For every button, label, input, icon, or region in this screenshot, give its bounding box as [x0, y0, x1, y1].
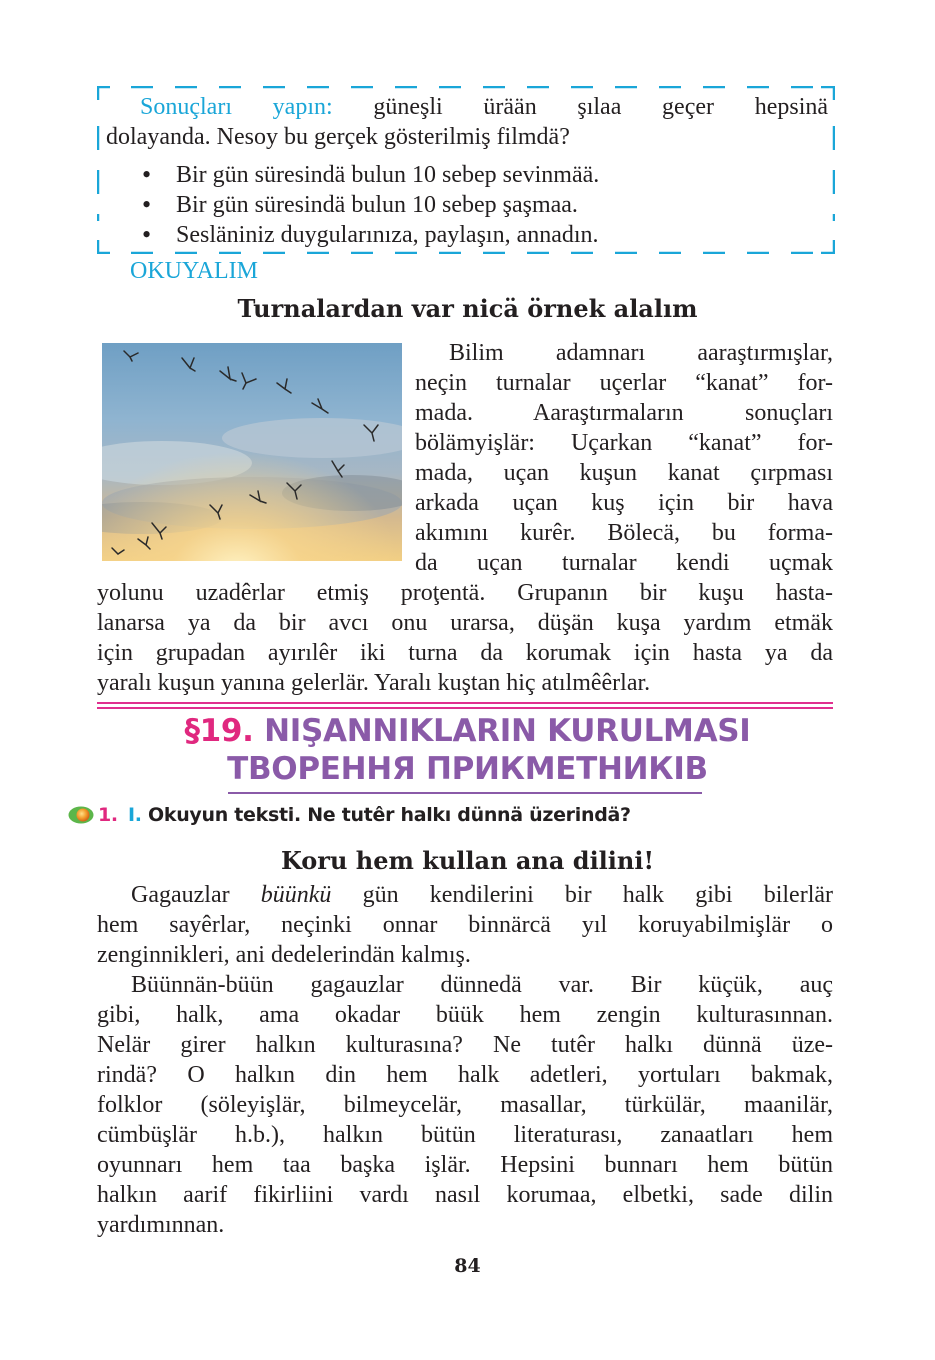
section-divider: [97, 707, 833, 709]
section-title-line1: NIŞANNIKLARIN KURULMASI: [264, 713, 751, 749]
exercise-number: 1.: [98, 804, 118, 826]
reading-paragraph-full: [97, 578, 833, 698]
text-line: yardımınnan.: [97, 1212, 225, 1238]
exercise-instruction: Okuyun teksti. Ne tutêr halkı dünnä üzerindä?: [148, 804, 631, 826]
text-span: Gagauzlar: [131, 882, 261, 908]
text-line: cümbüşlär h.b.), halkın bütün literaturası, zanaatları hem: [97, 1122, 833, 1148]
text-line: için grupadan ayırılêr iki turna da korumak için hasta ya da: [97, 640, 833, 666]
section-divider: [97, 702, 833, 704]
main-text: [97, 880, 833, 1240]
list-item: • Seslänіniz duygularınıza, paylaşın, annadın.: [142, 220, 828, 250]
text-line: yaralı kuşun yanına gelerlär. Yaralı kuştan hiç atılmêêrlar.: [97, 670, 651, 696]
text-line: akımını kurêr. Bölecä, bu forma-: [415, 520, 833, 546]
text-line: neçin turnalar uçerlar “kanat” for-: [415, 370, 833, 396]
text-line: mada, uçan kuşun kanat çırpması: [415, 460, 833, 486]
task-box-text: [106, 92, 828, 250]
text-title: Koru hem kullan ana dilini!: [280, 846, 655, 875]
section-number: §19.: [184, 713, 254, 749]
text-line: gibi, halk, ama okadar büük hem zengin kulturasınnan.: [97, 1002, 833, 1028]
italic-word: büünkü: [260, 882, 332, 908]
text-line: [97, 880, 833, 910]
text-line: Büünnän-büün gagauzlar dünnedä var. Bir küçük, auç: [131, 972, 833, 998]
text-line: folklor (söleyişlär, bilmeycelär, masallar, türkülär, maanilär,: [97, 1092, 833, 1118]
list-item: • Bir gün süresindä bulun 10 sebep sevinmää.: [142, 160, 828, 190]
text-line: da uçan turnalar kendi uçmak: [415, 550, 833, 576]
text-line: zenginnikleri, ani dedelerindän kalmış.: [97, 942, 471, 968]
text-line: mada. Aaraştırmaların sonuçları: [415, 400, 833, 426]
cranes-flying-photo: [102, 343, 402, 561]
exercise-part: I.: [128, 804, 142, 826]
exercise-badge-icon: [68, 806, 94, 824]
text-line: hem sayêrlar, neçinki onnar binnärcä yıl koruyabilmişlär o: [97, 912, 833, 938]
page-number: 84: [454, 1255, 481, 1277]
task-line1: güneşli ürään şılaa geçer hepsinä: [373, 94, 829, 120]
okuyalim-label: OKUYALIM: [130, 258, 258, 284]
text-line: rindä? O halkın din hem halk adetleri, yortuları bakmak,: [97, 1062, 833, 1088]
text-line: lanarsa ya da bir avcı onu urarsa, düşän kuşa yardım etmäk: [97, 610, 833, 636]
section-heading: [0, 712, 935, 788]
text-line: arkada uçan kuş için bir hava: [415, 490, 833, 516]
section-title-line2: ТВОРЕННЯ ПРИКМЕТНИКІВ: [227, 751, 708, 787]
reading-paragraph-right: [415, 338, 833, 578]
text-line: yolunu uzadêrlar etmiş proţentä. Grupanın bir kuşu hasta-: [97, 580, 833, 606]
text-line: halkın aarif fikirliini vardı nasıl korumaa, elbetki, sade dilin: [97, 1182, 833, 1208]
task-bullet-list: [106, 160, 828, 250]
text-line: Nelär girer halkın kulturasına? Ne tutêr halkı dünnä üze-: [97, 1032, 833, 1058]
reading-title: Turnalardan var nicä örnek alalım: [237, 294, 698, 323]
text-span: gün kendilerini bir halk gibi bilerlär: [331, 882, 834, 908]
task-lead: Sonuçları yapın:: [140, 94, 333, 120]
task-line2: dolayanda. Nesoy bu gerçek gösterilmiş filmdä?: [106, 124, 570, 150]
text-line: bölämyişlär: Uçarkan “kanat” for-: [415, 430, 833, 456]
text-line: oyunnarı hem taa başka işlär. Hepsini bunnarı hem bütün: [97, 1152, 833, 1178]
list-item: • Bir gün süresindä bulun 10 sebep şaşmaa.: [142, 190, 828, 220]
text-line: Bilim adamnarı aaraştırmışlar,: [449, 340, 833, 366]
section-underline: [228, 792, 702, 794]
